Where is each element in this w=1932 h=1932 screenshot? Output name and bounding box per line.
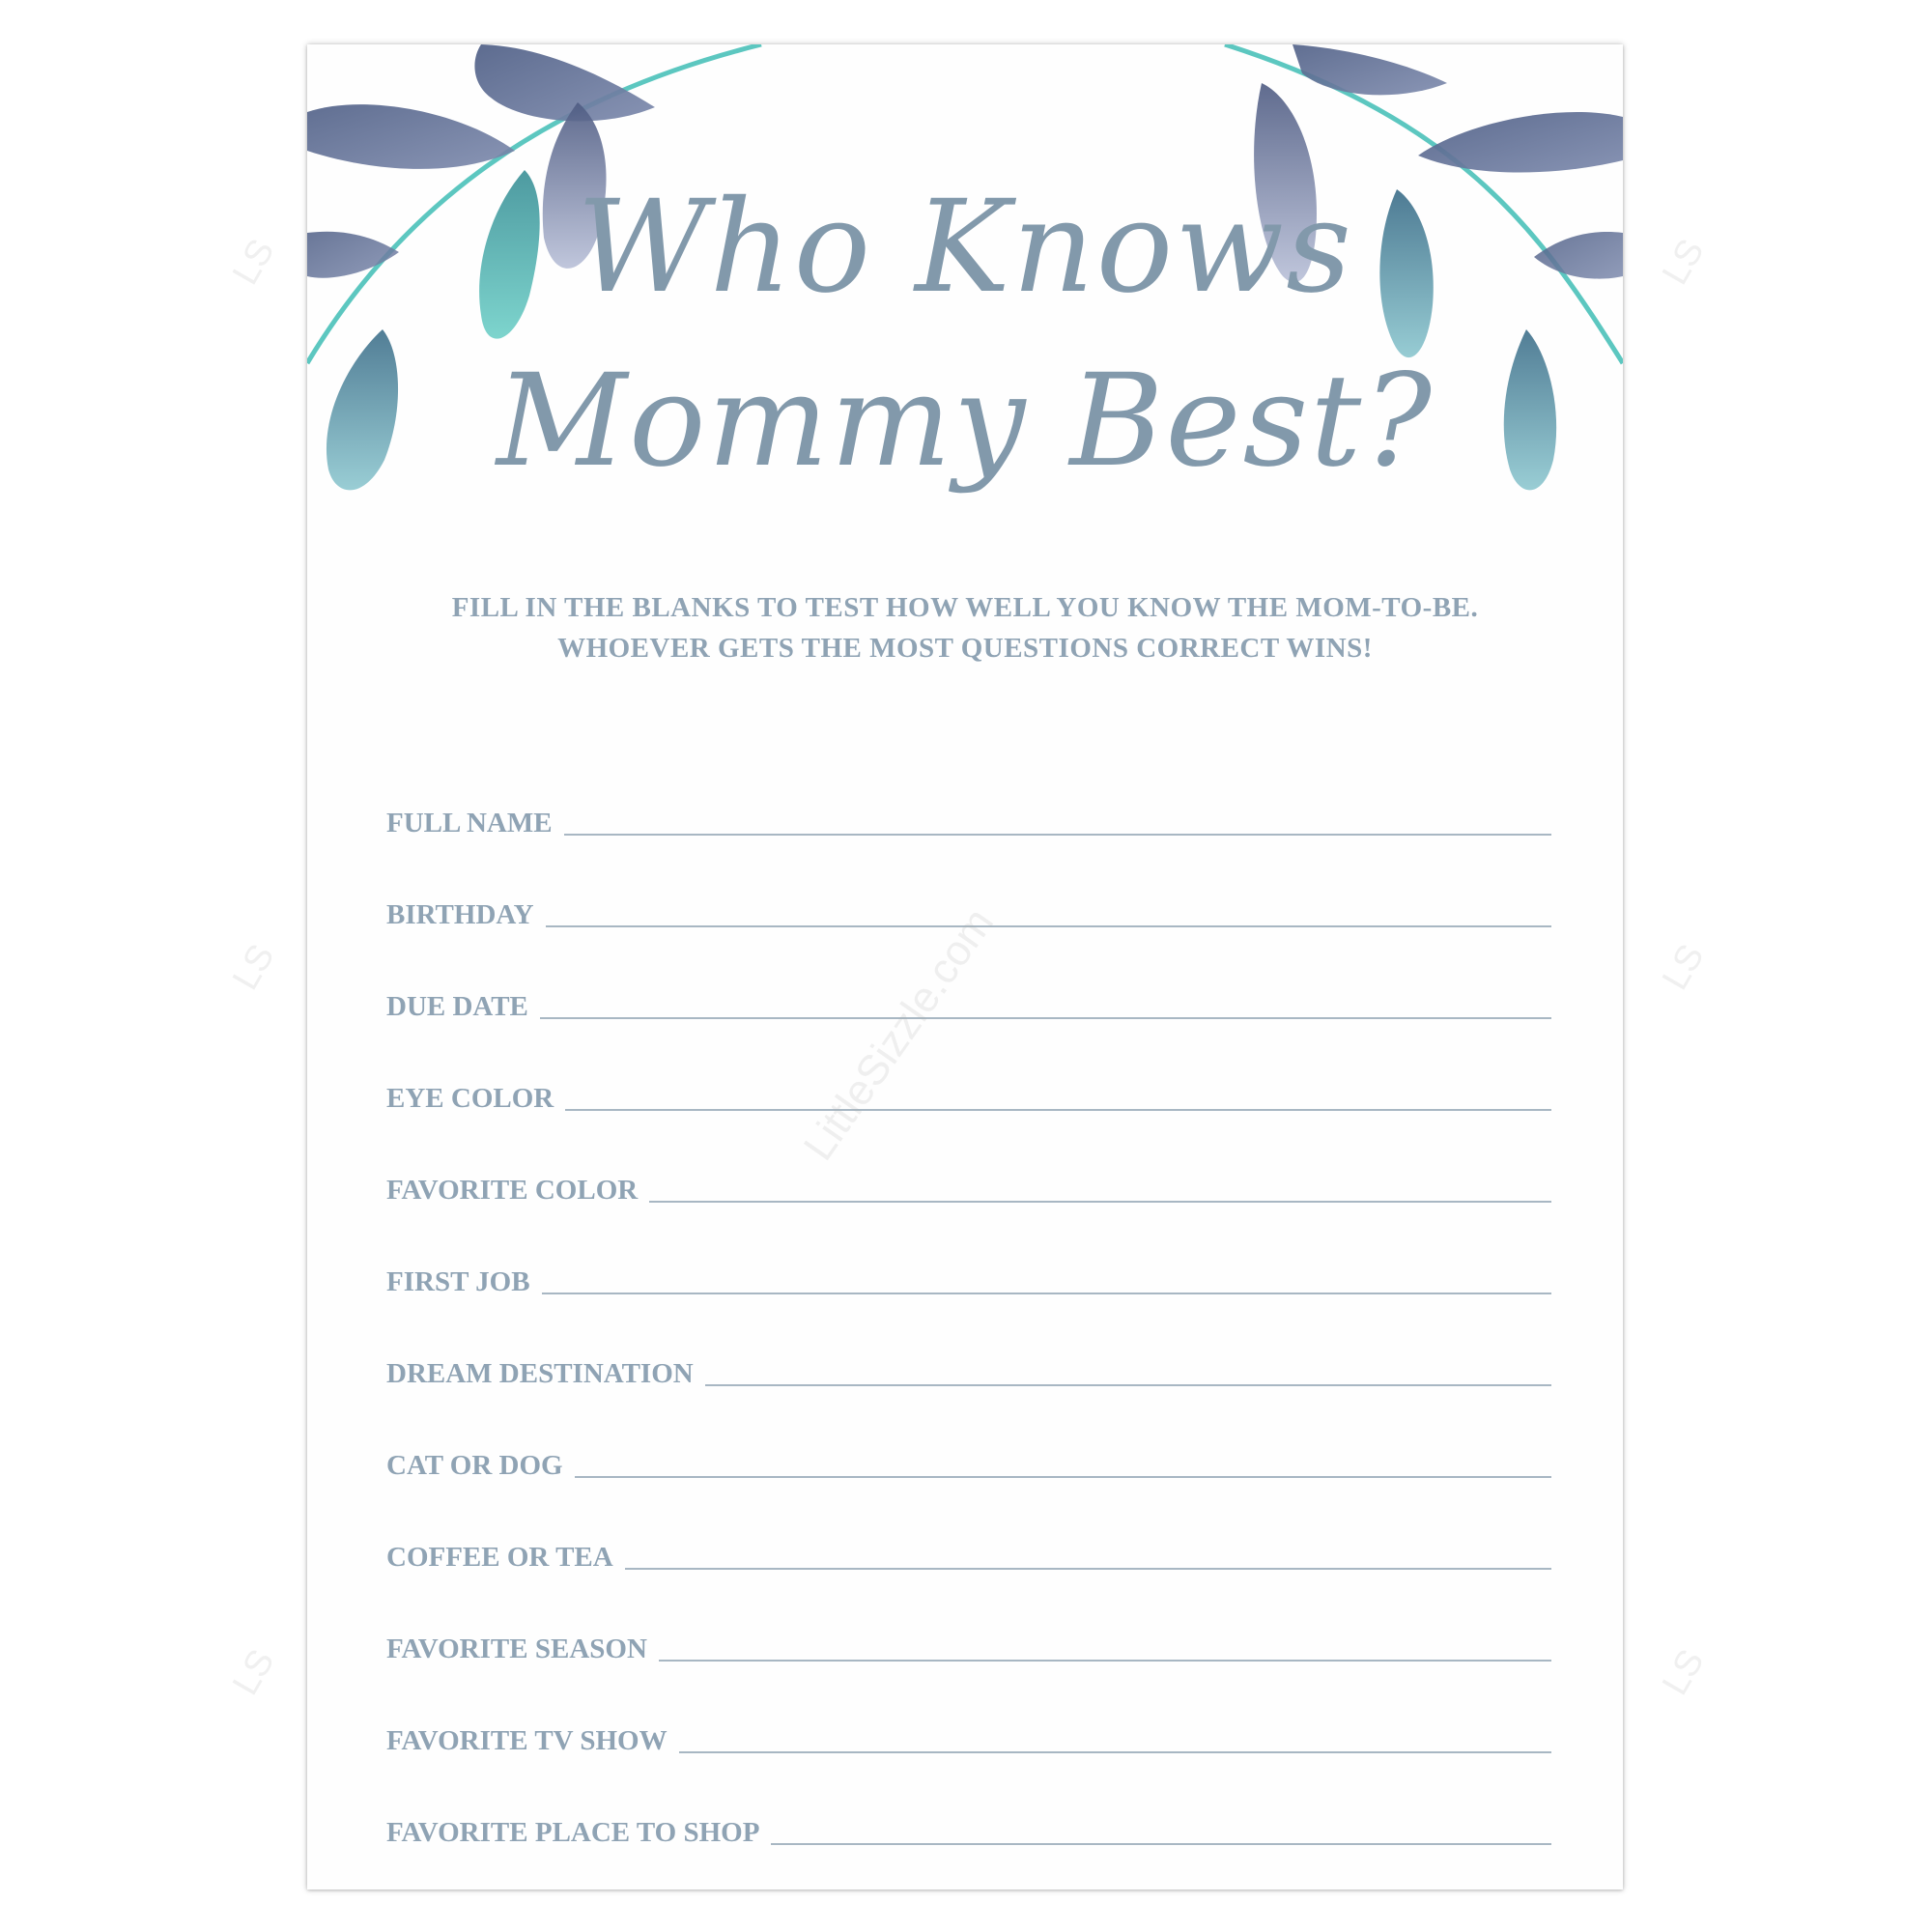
title-line-1: Who Knows (577, 173, 1353, 322)
watermark-initials: LS (225, 1642, 283, 1702)
question-label: FULL NAME (386, 808, 553, 838)
instructions-line-1: FILL IN THE BLANKS TO TEST HOW WELL YOU KNOW THE MOM-TO-BE. (451, 592, 1479, 623)
watermark-initials: LS (225, 232, 283, 292)
answer-line[interactable] (649, 1200, 1551, 1203)
answer-line[interactable] (575, 1475, 1551, 1478)
question-label: FAVORITE COLOR (386, 1175, 639, 1206)
answer-line[interactable] (540, 1016, 1551, 1019)
question-row (386, 1667, 1551, 1759)
question-row (386, 750, 1551, 841)
answer-line[interactable] (564, 833, 1551, 836)
game-card (307, 44, 1623, 1889)
question-list (386, 750, 1551, 1851)
question-label: COFFEE OR TEA (386, 1542, 613, 1573)
watermark-initials: LS (225, 937, 283, 997)
answer-line[interactable] (659, 1659, 1551, 1662)
question-row (386, 1300, 1551, 1392)
answer-line[interactable] (679, 1750, 1551, 1753)
question-label: BIRTHDAY (386, 899, 534, 930)
answer-line[interactable] (565, 1108, 1551, 1111)
instructions-line-2: WHOEVER GETS THE MOST QUESTIONS CORRECT WINS! (557, 633, 1373, 664)
watermark-initials: LS (1655, 1642, 1713, 1702)
question-row (386, 1392, 1551, 1484)
question-label: DREAM DESTINATION (386, 1358, 694, 1389)
question-row (386, 933, 1551, 1025)
question-label: FIRST JOB (386, 1266, 530, 1297)
question-label: EYE COLOR (386, 1083, 554, 1114)
watermark-initials: LS (1655, 232, 1713, 292)
answer-line[interactable] (542, 1292, 1551, 1294)
question-label: FAVORITE PLACE TO SHOP (386, 1817, 760, 1848)
watermark-initials: LS (1655, 937, 1713, 997)
answer-line[interactable] (546, 924, 1551, 927)
instructions (307, 587, 1623, 668)
question-row (386, 1025, 1551, 1117)
question-label: CAT OR DOG (386, 1450, 563, 1481)
watermark-site: LittleSizzle.com (794, 899, 1004, 1169)
title-line-2: Mommy Best? (496, 347, 1435, 496)
question-row (386, 1576, 1551, 1667)
question-row (386, 841, 1551, 933)
question-row (386, 1208, 1551, 1300)
question-label: DUE DATE (386, 991, 528, 1022)
question-label: FAVORITE SEASON (386, 1634, 647, 1664)
question-row (386, 1484, 1551, 1576)
answer-line[interactable] (705, 1383, 1551, 1386)
question-row (386, 1759, 1551, 1851)
question-label: FAVORITE TV SHOW (386, 1725, 668, 1756)
answer-line[interactable] (771, 1842, 1551, 1845)
answer-line[interactable] (625, 1567, 1551, 1570)
question-row (386, 1117, 1551, 1208)
